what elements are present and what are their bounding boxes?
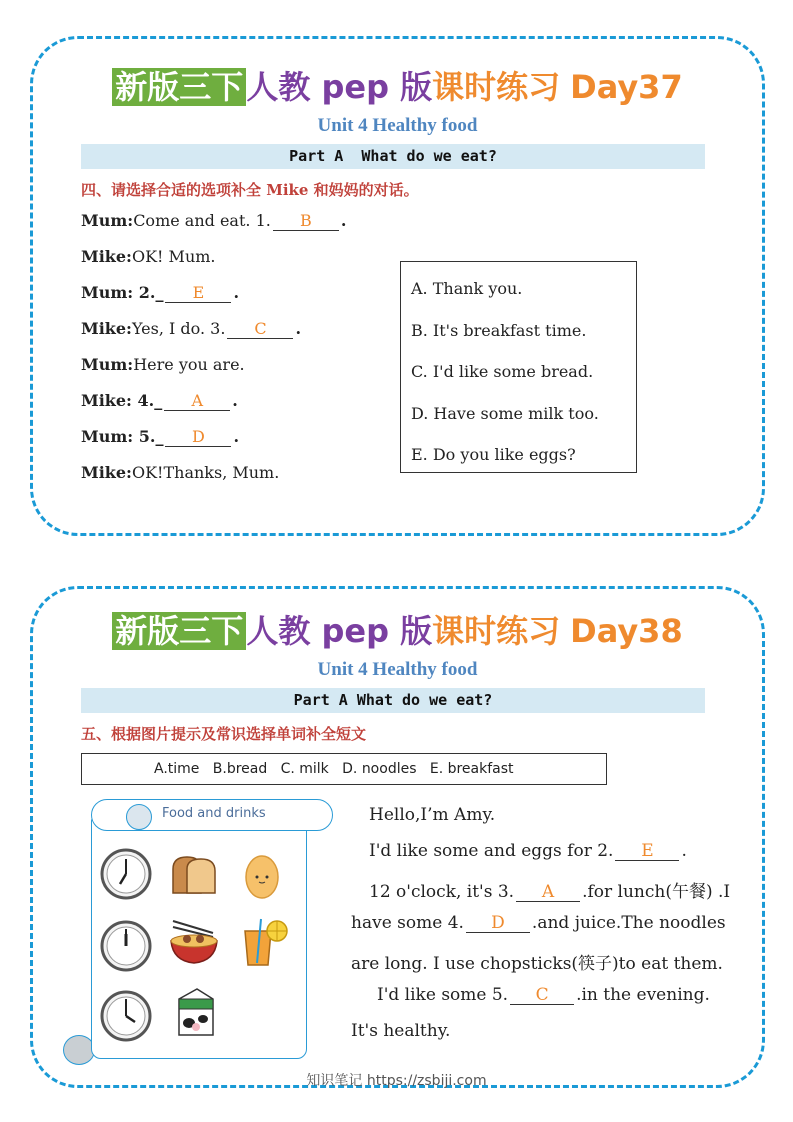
unit-heading: Unit 4 Healthy food xyxy=(317,115,478,136)
speaker-label: Mike: xyxy=(81,391,132,410)
food-picture-scroll xyxy=(63,799,333,1061)
story-text-segment: have some 4. xyxy=(351,913,464,933)
clock-icon xyxy=(99,989,153,1043)
dialogue-punct: . xyxy=(295,319,302,338)
option-d: D. Have some milk too. xyxy=(411,403,599,423)
dialogue-text: 2._ xyxy=(133,283,164,302)
dialogue-text: OK! Mum. xyxy=(131,247,216,266)
unit-heading: Unit 4 Healthy food xyxy=(317,659,478,680)
clock-icon xyxy=(99,847,153,901)
story-line xyxy=(351,1021,450,1041)
exercise-instruction: 四、请选择合适的选项补全 Mike 和妈妈的对话。 xyxy=(81,181,419,199)
dialogue-line xyxy=(81,427,239,447)
dialogue-line xyxy=(81,319,301,339)
options-box xyxy=(400,261,637,473)
story-text-segment: .in the evening. xyxy=(576,985,710,1005)
part-heading: Part A What do we eat? xyxy=(81,144,705,169)
answer-blank[interactable]: E xyxy=(615,842,679,861)
story-line xyxy=(351,949,723,974)
speaker-label: Mike: xyxy=(81,463,132,482)
story-text-segment: are long. I use chopsticks(筷子)to eat them. xyxy=(351,954,723,974)
worksheet-card-day38 xyxy=(30,586,765,1088)
story-text-segment: I'd like some and eggs for 2. xyxy=(369,841,614,861)
answer-blank[interactable]: A xyxy=(164,392,230,411)
dialogue-line xyxy=(81,283,239,303)
option-e: E. Do you like eggs? xyxy=(411,445,576,464)
story-text-segment: 12 o'clock, it's 3. xyxy=(369,882,515,902)
story-text-segment: Hello,I’m Amy. xyxy=(369,805,496,825)
milk-icon xyxy=(167,985,221,1039)
story-text-segment: . xyxy=(681,841,687,861)
dialogue-text: Come and eat. 1. xyxy=(133,211,271,230)
story-line xyxy=(369,877,730,902)
clock-icon xyxy=(99,919,153,973)
option-b: B. It's breakfast time. xyxy=(411,320,587,340)
juice-icon xyxy=(235,915,289,969)
dialogue-text: 5._ xyxy=(133,427,164,446)
dialogue-text: 4._ xyxy=(131,391,163,410)
speaker-label: Mum: xyxy=(81,283,134,302)
dialogue-line xyxy=(81,211,346,231)
option-c: C. I'd like some bread. xyxy=(411,362,594,381)
scroll-curl-icon xyxy=(126,804,152,830)
dialogue-punct: . xyxy=(340,211,347,230)
scroll-header xyxy=(91,799,333,831)
part-heading: Part A What do we eat? xyxy=(81,688,705,713)
answer-blank[interactable]: E xyxy=(165,284,231,303)
story-line xyxy=(369,841,687,861)
option-a: A. Thank you. xyxy=(411,279,523,298)
dialogue-line xyxy=(81,391,238,411)
worksheet-title: 新版三下人教 pep 版课时练习 Day38 xyxy=(33,609,762,653)
answer-blank[interactable]: C xyxy=(510,986,574,1005)
worksheet-title: 新版三下人教 pep 版课时练习 Day37 xyxy=(33,65,762,109)
answer-blank[interactable]: D xyxy=(466,914,530,933)
story-text-segment: .and juice.The noodles xyxy=(531,913,726,933)
dialogue-punct: . xyxy=(233,283,240,302)
dialogue-line xyxy=(81,355,245,374)
watermark: 知识笔记 https://zsbiji.com xyxy=(306,1073,487,1089)
story-line xyxy=(351,913,726,933)
noodles-icon xyxy=(167,915,221,969)
answer-blank[interactable]: A xyxy=(516,883,580,902)
dialogue-punct: . xyxy=(233,427,240,446)
dialogue-text: Yes, I do. 3. xyxy=(131,319,226,338)
exercise-instruction: 五、根据图片提示及常识选择单词补全短文 xyxy=(81,725,367,743)
answer-blank[interactable]: C xyxy=(227,320,293,339)
dialogue-line xyxy=(81,247,216,266)
word-bank: A.time B.bread C. milk D. noodles E. breakfast xyxy=(81,753,607,785)
dialogue-line xyxy=(81,463,279,482)
speaker-label: Mike: xyxy=(81,247,132,266)
dialogue-punct: . xyxy=(232,391,238,410)
dialogue-text: OK!Thanks, Mum. xyxy=(131,463,280,482)
dialogue-text: Here you are. xyxy=(133,355,245,374)
egg-icon xyxy=(235,847,289,901)
story-line xyxy=(377,985,710,1005)
story-text-segment: It's healthy. xyxy=(351,1021,451,1041)
answer-blank[interactable]: B xyxy=(273,212,339,231)
bread-icon xyxy=(167,847,221,901)
story-line xyxy=(369,805,495,825)
worksheet-card-day37 xyxy=(30,36,765,536)
speaker-label: Mike: xyxy=(81,319,132,338)
speaker-label: Mum: xyxy=(81,355,134,374)
story-text-segment: I'd like some 5. xyxy=(377,985,509,1005)
story-text-segment: .for lunch(午餐) .I xyxy=(582,882,731,902)
answer-blank[interactable]: D xyxy=(165,428,231,447)
speaker-label: Mum: xyxy=(81,427,134,446)
scroll-title: Food and drinks xyxy=(162,806,266,821)
speaker-label: Mum: xyxy=(81,211,134,230)
